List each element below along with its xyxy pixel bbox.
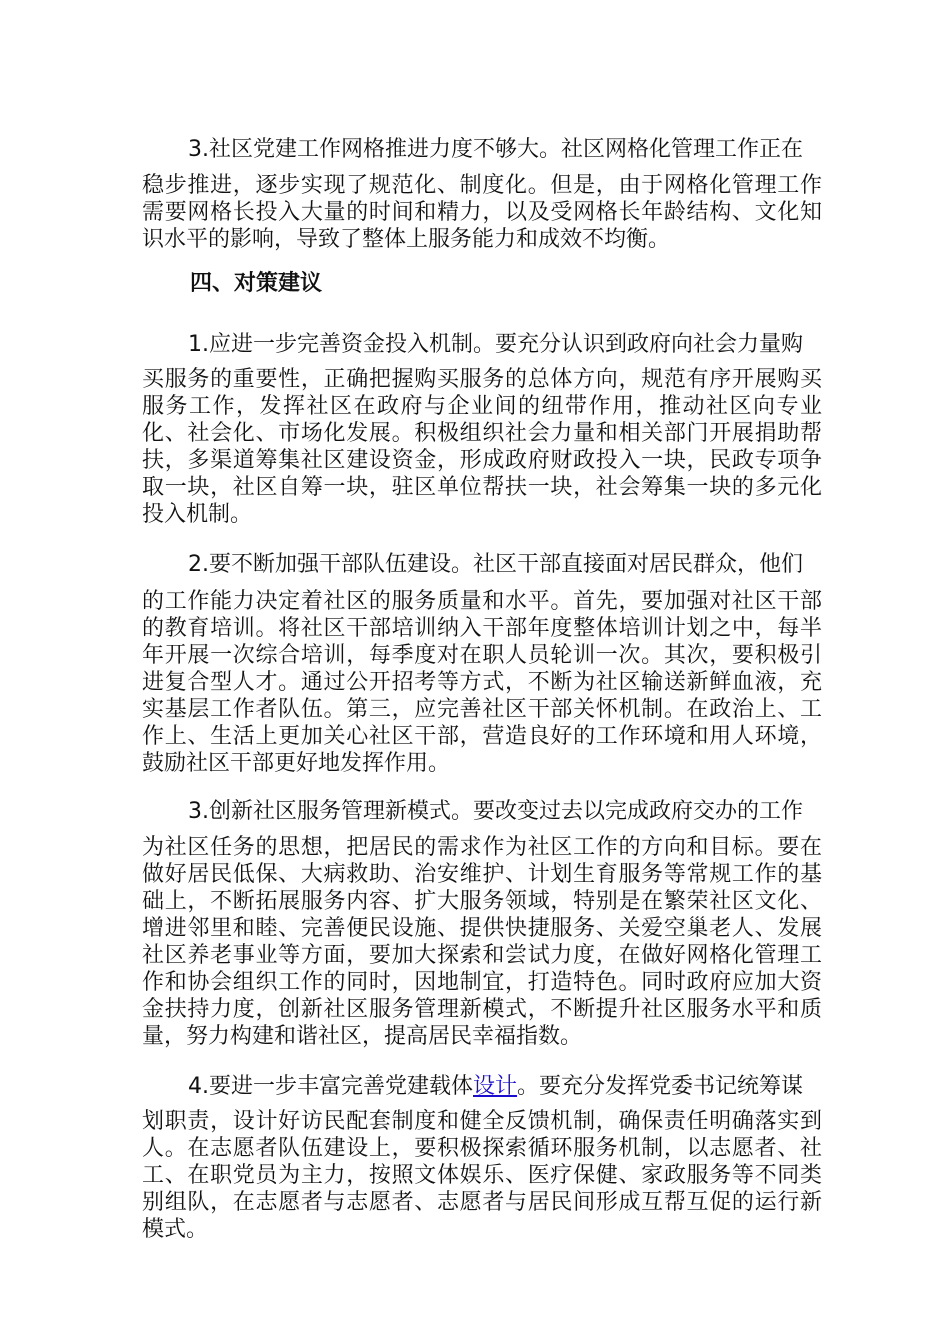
paragraph-4-body: 为社区任务的思想，把居民的需求作为社区工作的方向和目标。要在做好居民低保、大病救助、治安维护、计划生育服务等常规工作的基础上，不断拓展服务内容、扩大服务领域，特别是在繁荣社区文化、增进邻里和睦、完善便民设施、提供快捷服务、关爱空巢老人、发展社区养老事业等方面，要加大探索和尝试力度，在做好网格化管理工作和协会组织工作的同时，因地制宜，打造特色。同时政府应加大资金扶持力度，创新社区服务管理新模式，不断提升社区服务水平和质量，努力构建和谐社区，提高居民幸福指数。 bbox=[142, 835, 822, 1049]
paragraph-3-lead-text: 要不断加强干部队伍建设。社区干部直接面对居民群众，他们 bbox=[209, 552, 804, 577]
section-heading: 四、对策建议 bbox=[190, 270, 323, 296]
paragraph-1-lead bbox=[188, 135, 828, 165]
paragraph-5-body: 划职责，设计好访民配套制度和健全反馈机制，确保责任明确落实到人。在志愿者队伍建设上，要积极探索循环服务机制，以志愿者、社工、在职党员为主力，按照文体娱乐、医疗保健、家政服务等不同类别组队，在志愿者与志愿者、志愿者与居民间形成互帮互促的运行新模式。 bbox=[142, 1109, 822, 1242]
paragraph-1-number: 3. bbox=[188, 137, 209, 162]
paragraph-2-lead-text: 应进一步完善资金投入机制。要充分认识到政府向社会力量购 bbox=[209, 332, 804, 357]
paragraph-2-body: 买服务的重要性，正确把握购买服务的总体方向，规范有序开展购买服务工作，发挥社区在政府与企业间的纽带作用，推动社区向专业化、社会化、市场化发展。积极组织社会力量和相关部门开展捐助帮扶，多渠道筹集社区建设资金，形成政府财政投入一块，民政专项争取一块，社区自筹一块，驻区单位帮扶一块，社会筹集一块的多元化投入机制。 bbox=[142, 367, 822, 527]
paragraph-2-number: 1. bbox=[188, 332, 209, 357]
paragraph-2-lead bbox=[188, 330, 828, 360]
paragraph-4-number: 3. bbox=[188, 799, 209, 824]
paragraph-1-lead-text: 社区党建工作网格推进力度不够大。社区网格化管理工作正在 bbox=[209, 137, 804, 162]
paragraph-5-number: 4. bbox=[188, 1074, 209, 1099]
design-link[interactable]: 设计 bbox=[473, 1074, 518, 1099]
paragraph-5-lead-text-before: 要进一步丰富完善党建载体 bbox=[209, 1074, 474, 1099]
paragraph-4-lead bbox=[188, 797, 828, 827]
paragraph-5-lead bbox=[188, 1072, 828, 1102]
paragraph-1-body: 稳步推进，逐步实现了规范化、制度化。但是，由于网格化管理工作需要网格长投入大量的时间和精力，以及受网格长年龄结构、文化知识水平的影响，导致了整体上服务能力和成效不均衡。 bbox=[142, 173, 822, 252]
paragraph-4-lead-text: 创新社区服务管理新模式。要改变过去以完成政府交办的工作 bbox=[209, 799, 804, 824]
paragraph-3-body: 的工作能力决定着社区的服务质量和水平。首先，要加强对社区干部的教育培训。将社区干部培训纳入干部年度整体培训计划之中，每半年开展一次综合培训，每季度对在职人员轮训一次。其次，要积极引进复合型人才。通过公开招考等方式，不断为社区输送新鲜血液，充实基层工作者队伍。第三，应完善社区干部关怀机制。在政治上、工作上、生活上更加关心社区干部，营造良好的工作环境和用人环境，鼓励社区干部更好地发挥作用。 bbox=[142, 589, 822, 776]
paragraph-5-lead-text-after: 。要充分发挥党委书记统筹谋 bbox=[517, 1074, 804, 1099]
paragraph-3-number: 2. bbox=[188, 552, 209, 577]
paragraph-3-lead bbox=[188, 550, 828, 580]
